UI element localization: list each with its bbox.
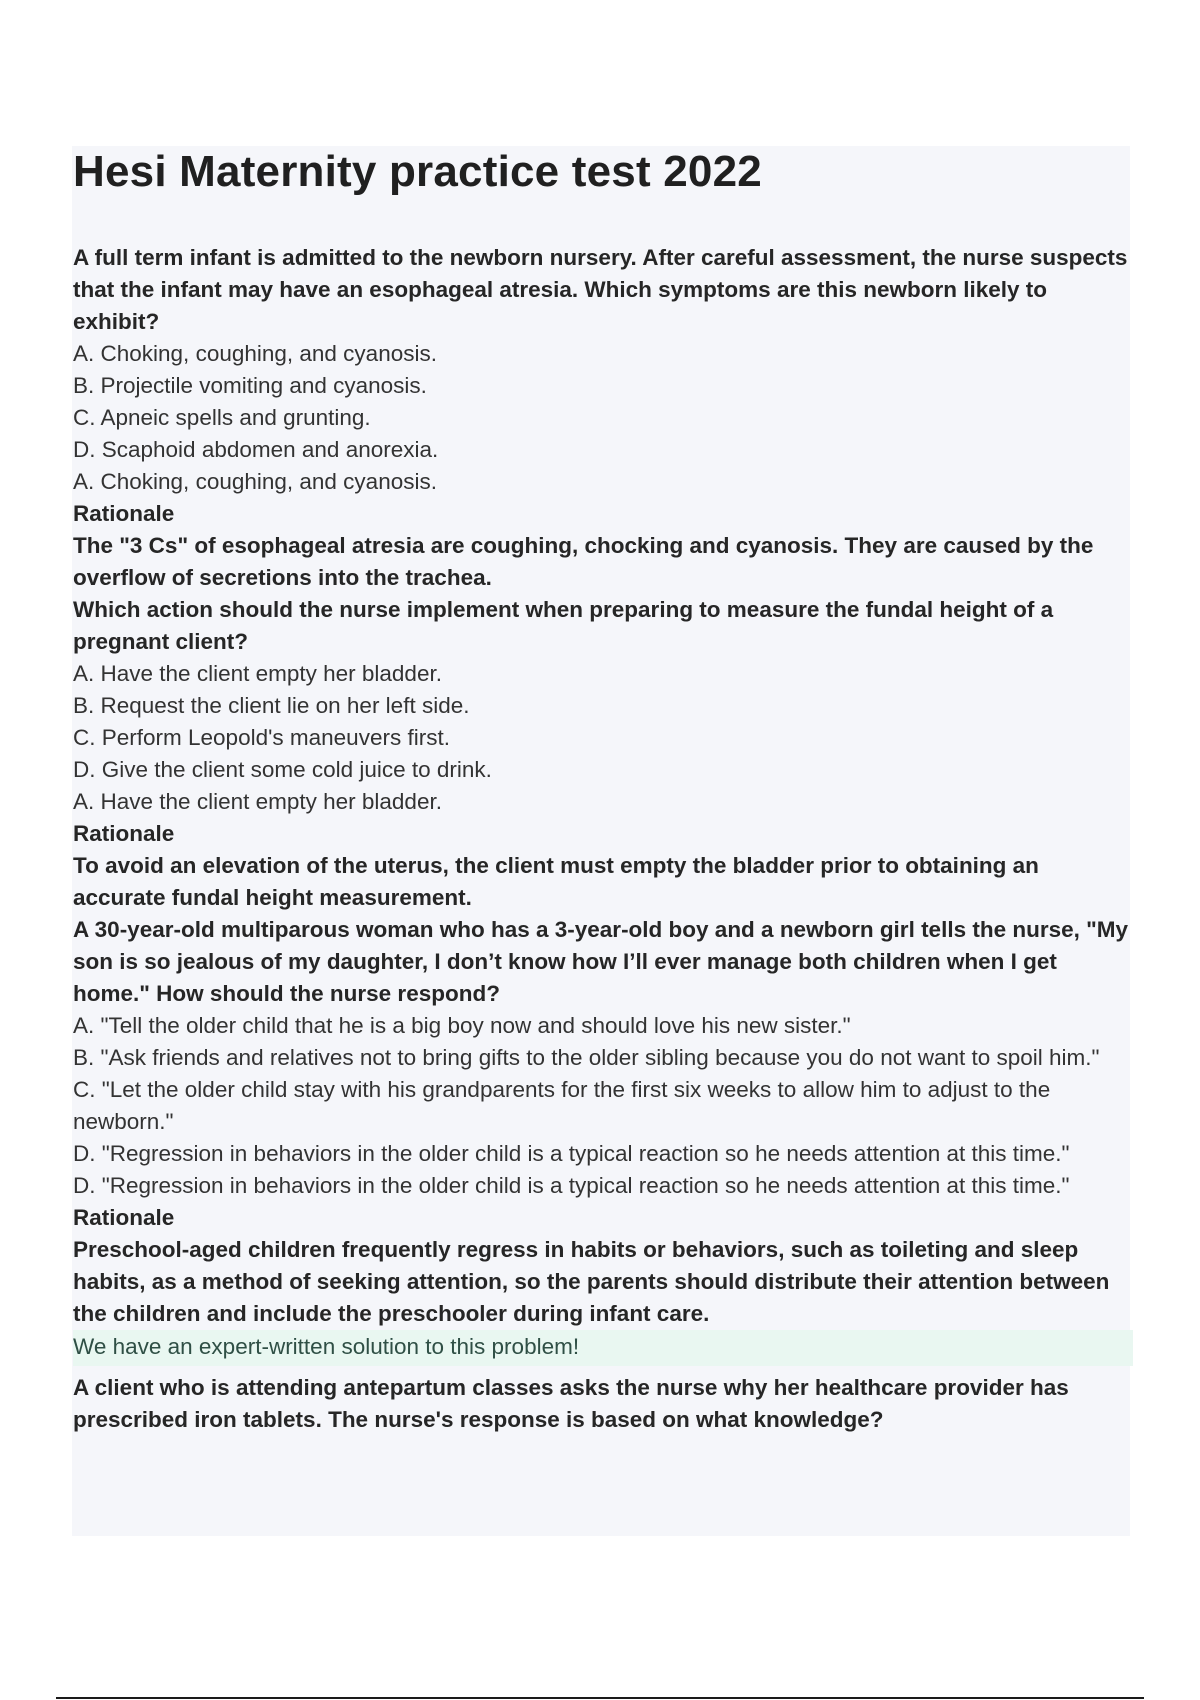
option-d: D. Give the client some cold juice to drink. xyxy=(73,757,492,782)
option-c: C. Perform Leopold's maneuvers first. xyxy=(73,725,450,750)
correct-answer: A. Have the client empty her bladder. xyxy=(73,789,442,814)
option-c: C. "Let the older child stay with his grandparents for the first six weeks to allow him to adjust to the newborn." xyxy=(73,1077,1051,1134)
rationale-label: Rationale xyxy=(73,501,175,526)
question-text: Which action should the nurse implement when preparing to measure the fundal height of a pregnant client? xyxy=(73,597,1054,654)
option-a: A. "Tell the older child that he is a big boy now and should love his new sister." xyxy=(73,1013,851,1038)
correct-answer: A. Choking, coughing, and cyanosis. xyxy=(73,469,437,494)
question-text: A 30-year-old multiparous woman who has a 3-year-old boy and a newborn girl tells the nurse, "My son is so jealous of my daughter, I don’t know how I’ll ever manage both children when I get home." How should the nurse respond? xyxy=(73,917,1129,1006)
page-title: Hesi Maternity practice test 2022 xyxy=(73,147,762,196)
option-a: A. Have the client empty her bladder. xyxy=(73,661,442,686)
rationale-text: To avoid an elevation of the uterus, the client must empty the bladder prior to obtaining an accurate fundal height measurement. xyxy=(73,853,1039,910)
option-b: B. Projectile vomiting and cyanosis. xyxy=(73,373,427,398)
rationale-label: Rationale xyxy=(73,1205,175,1230)
question-list xyxy=(73,242,1129,1436)
option-d: D. "Regression in behaviors in the older child is a typical reaction so he needs attention at this time." xyxy=(73,1141,1070,1166)
rationale-label: Rationale xyxy=(73,821,175,846)
option-a: A. Choking, coughing, and cyanosis. xyxy=(73,341,437,366)
expert-solution-banner[interactable]: We have an expert-written solution to this problem! xyxy=(73,1330,1133,1366)
question-text: A full term infant is admitted to the newborn nursery. After careful assessment, the nurse suspects that the infant may have an esophageal atresia. Which symptoms are this newborn likely to exhibit? xyxy=(73,245,1128,334)
option-b: B. Request the client lie on her left side. xyxy=(73,693,470,718)
rationale-text: Preschool-aged children frequently regress in habits or behaviors, such as toileting and sleep habits, as a method of seeking attention, so the parents should distribute their attention between the children and include the preschooler during infant care. xyxy=(73,1237,1110,1326)
document-page xyxy=(72,146,1130,1536)
rationale-text: The "3 Cs" of esophageal atresia are coughing, chocking and cyanosis. They are caused by the overflow of secretions into the trachea. xyxy=(73,533,1094,590)
option-b: B. "Ask friends and relatives not to bring gifts to the older sibling because you do not want to spoil him." xyxy=(73,1045,1100,1070)
option-c: C. Apneic spells and grunting. xyxy=(73,405,371,430)
question-text: A client who is attending antepartum classes asks the nurse why her healthcare provider has prescribed iron tablets. The nurse's response is based on what knowledge? xyxy=(73,1375,1069,1432)
footer-divider xyxy=(56,1697,1144,1699)
option-d: D. Scaphoid abdomen and anorexia. xyxy=(73,437,439,462)
correct-answer: D. "Regression in behaviors in the older child is a typical reaction so he needs attention at this time." xyxy=(73,1173,1070,1198)
